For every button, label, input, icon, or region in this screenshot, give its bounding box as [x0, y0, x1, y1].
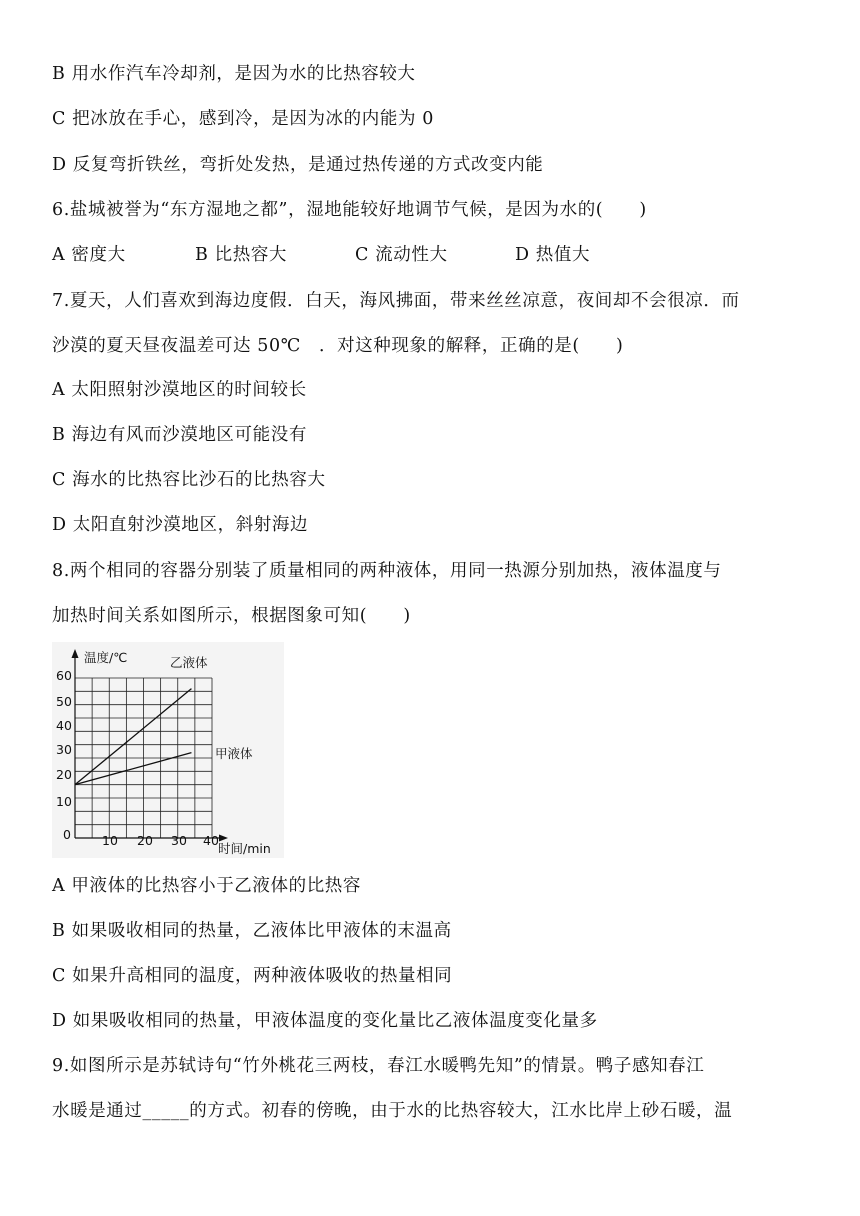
q6-option-b: B 比热容大	[195, 245, 288, 265]
x-tick-20: 20	[137, 833, 153, 848]
x-tick-10: 10	[102, 833, 118, 848]
q9-stem-line2: 水暖是通过_____的方式。初春的傍晚，由于水的比热容较大，江水比岸上砂石暖，温	[52, 1101, 733, 1121]
q8-option-c: C 如果升高相同的温度，两种液体吸收的热量相同	[52, 966, 453, 986]
y-tick-60: 60	[56, 668, 72, 683]
y-tick-20: 20	[56, 767, 72, 782]
q7-option-b: B 海边有风而沙漠地区可能没有	[52, 425, 307, 445]
origin-label: 0	[63, 827, 71, 842]
q7-option-a: A 太阳照射沙漠地区的时间较长	[52, 380, 307, 400]
q7-stem-line2: 沙漠的夏天昼夜温差可达 50℃ ．对这种现象的解释，正确的是( )	[52, 336, 624, 356]
q8-option-a: A 甲液体的比热容小于乙液体的比热容	[52, 876, 361, 896]
q6-stem: 6.盐城被誉为“东方湿地之都”，湿地能较好地调节气候，是因为水的( )	[52, 200, 647, 220]
q8-stem-line2: 加热时间关系如图所示，根据图象可知( )	[52, 606, 411, 626]
q5-option-c: C 把冰放在手心，感到冷，是因为冰的内能为 0	[52, 109, 434, 129]
x-axis-label: 时间/min	[218, 841, 271, 856]
y-axis-label: 温度/℃	[84, 650, 128, 665]
q5-option-b: B 用水作汽车冷却剂，是因为水的比热容较大	[52, 64, 416, 84]
series-label-jia: 甲液体	[215, 746, 253, 761]
q6-option-d: D 热值大	[515, 245, 591, 265]
q6-option-a: A 密度大	[52, 245, 126, 265]
y-tick-50: 50	[56, 694, 72, 709]
x-tick-40: 40	[203, 833, 219, 848]
y-tick-40: 40	[56, 718, 72, 733]
q8-option-d: D 如果吸收相同的热量，甲液体温度的变化量比乙液体温度变化量多	[52, 1011, 598, 1031]
q7-option-d: D 太阳直射沙漠地区，斜射海边	[52, 515, 309, 535]
temperature-time-graph	[52, 642, 284, 858]
q8-stem-line1: 8.两个相同的容器分别装了质量相同的两种液体，用同一热源分别加热，液体温度与	[52, 561, 722, 581]
q5-option-d: D 反复弯折铁丝，弯折处发热，是通过热传递的方式改变内能	[52, 155, 544, 175]
q9-stem-line1: 9.如图所示是苏轼诗句“竹外桃花三两枝，春江水暖鸭先知”的情景。鸭子感知春江	[52, 1056, 705, 1076]
q8-option-b: B 如果吸收相同的热量，乙液体比甲液体的末温高	[52, 921, 452, 941]
q6-option-c: C 流动性大	[355, 245, 448, 265]
q7-stem-line1: 7.夏天，人们喜欢到海边度假．白天，海风拂面，带来丝丝凉意，夜间却不会很凉．而	[52, 291, 740, 311]
y-tick-30: 30	[56, 742, 72, 757]
series-label-yi: 乙液体	[170, 655, 208, 670]
y-tick-10: 10	[56, 794, 72, 809]
x-tick-30: 30	[171, 833, 187, 848]
q7-option-c: C 海水的比热容比沙石的比热容大	[52, 470, 326, 490]
